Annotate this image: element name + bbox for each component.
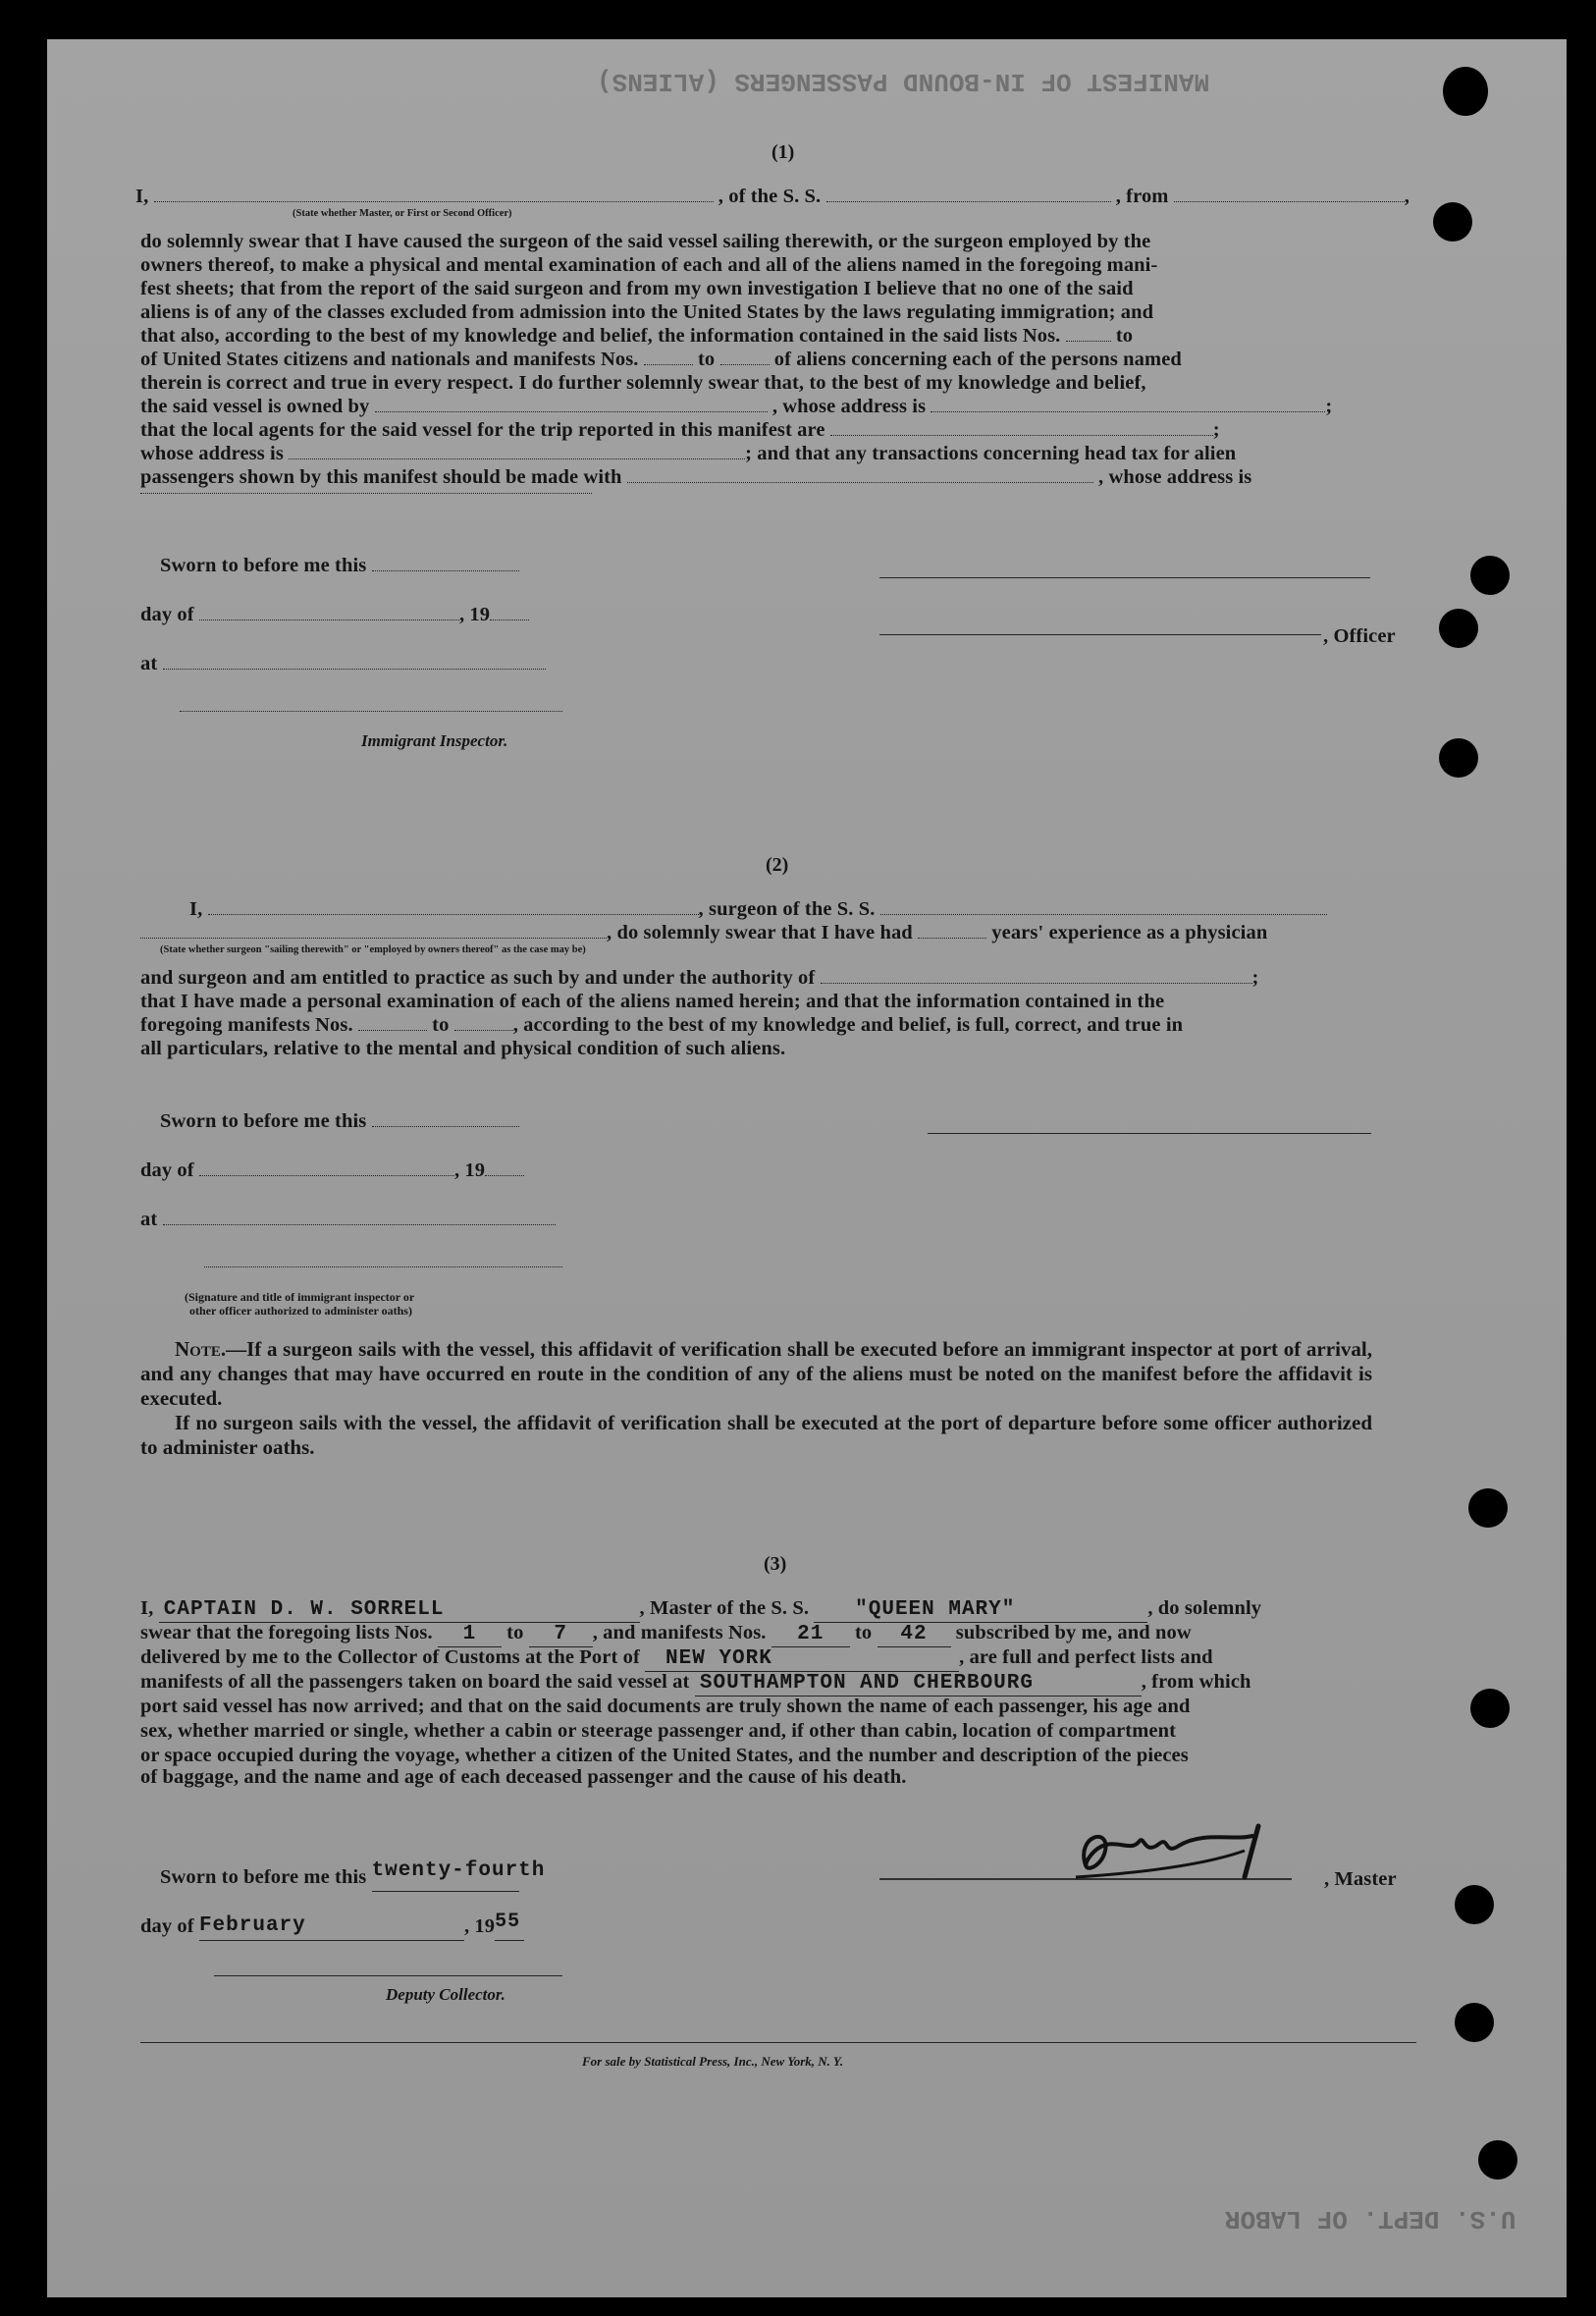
s1-semicolon-2: ; bbox=[1212, 419, 1220, 441]
s3-ship-field bbox=[814, 1596, 1147, 1623]
s3-master-of: , Master of the S. S. bbox=[639, 1597, 810, 1619]
s1-sworn-label: Sworn to before me this bbox=[160, 555, 367, 576]
s2-man-from-blank bbox=[358, 1013, 427, 1031]
s1-owner-address-blank bbox=[931, 395, 1325, 412]
s3-do-solemnly: , do solemnly bbox=[1147, 1597, 1262, 1619]
s3-collector-label: Deputy Collector. bbox=[386, 1985, 505, 2004]
s1-agents-text: that the local agents for the said vessel for the trip reported in this manifest are bbox=[140, 419, 825, 441]
note-text-1: —If a surgeon sails with the vessel, this affidavit of verification shall be executed before an immigrant inspector at port of arrival, and any changes that may have occurred en route in the condition of any of the aliens must be noted on the manifest before the affidavit is executed. bbox=[140, 1337, 1372, 1410]
note-paragraph-1 bbox=[140, 1337, 1372, 1411]
s3-port: NEW YORK bbox=[665, 1647, 772, 1670]
s2-manifests-nos: foregoing manifests Nos. bbox=[140, 1014, 353, 1036]
s1-list-from-blank bbox=[1066, 324, 1111, 342]
s2-authority-text: and surgeon and am entitled to practice as such by and under the authority of bbox=[140, 967, 816, 989]
s3-ship-value: "QUEEN MARY" bbox=[855, 1598, 1016, 1621]
s3-to-1: to bbox=[506, 1622, 524, 1643]
s2-semicolon: ; bbox=[1251, 967, 1259, 989]
s1-master-blank bbox=[154, 185, 714, 202]
s3-i-label: I, bbox=[140, 1597, 154, 1619]
s2-sig-caption-2: other officer authorized to administer oaths) bbox=[189, 1304, 412, 1318]
s1-para-2: owners thereof, to make a physical and mental examination of each and all of the aliens named in the foregoing mani- bbox=[140, 254, 1158, 276]
s2-swear: , do solemnly swear that I have had bbox=[607, 922, 913, 943]
s2-at bbox=[140, 1208, 556, 1231]
s1-year-label: , 19 bbox=[458, 604, 491, 625]
s1-semicolon-1: ; bbox=[1325, 396, 1333, 417]
s1-i-label: I, bbox=[135, 186, 149, 207]
footer-rule bbox=[140, 2042, 1416, 2043]
s2-sig-caption-1: (Signature and title of immigrant inspector or bbox=[185, 1290, 415, 1304]
s1-at bbox=[140, 652, 546, 675]
s1-address-continuation bbox=[140, 493, 592, 494]
s3-list-to: 7 bbox=[554, 1623, 567, 1645]
s3-taken-on-board: manifests of all the passengers taken on board the said vessel at bbox=[140, 1671, 690, 1693]
bleed-through-bottom: U.S. DEPT. OF LABOR bbox=[1225, 2204, 1516, 2234]
s3-line-3 bbox=[140, 1645, 1213, 1672]
s3-lists-text: swear that the foregoing lists Nos. bbox=[140, 1622, 433, 1643]
s3-manifests-text: , and manifests Nos. bbox=[592, 1622, 767, 1643]
note-label: Note. bbox=[175, 1337, 227, 1361]
s3-man-to: 42 bbox=[900, 1623, 928, 1645]
s2-authority-blank bbox=[821, 966, 1252, 984]
s3-port-field bbox=[645, 1645, 959, 1672]
binder-hole-5 bbox=[1439, 738, 1478, 778]
s1-para-7: therein is correct and true in every respect. I do further solemnly swear that, to the best of my knowledge and belief, bbox=[140, 372, 1146, 394]
s3-from-which: , from which bbox=[1141, 1671, 1251, 1693]
s1-inspector-line bbox=[180, 711, 562, 712]
s2-surgeon-of: , surgeon of the S. S. bbox=[698, 898, 876, 920]
s1-day-label: day of bbox=[140, 604, 194, 625]
s1-from-label: , from bbox=[1115, 186, 1169, 207]
s1-head-tax: ; and that any transactions concerning head tax for alien bbox=[745, 443, 1237, 464]
binder-hole-6 bbox=[1468, 1488, 1508, 1528]
s2-line-2 bbox=[140, 921, 1267, 944]
s1-owned-by: the said vessel is owned by bbox=[140, 396, 370, 417]
s2-year-blank bbox=[485, 1158, 524, 1176]
s1-para-10 bbox=[140, 442, 1236, 465]
s3-sworn-day: twenty-fourth bbox=[371, 1859, 546, 1882]
binder-hole-4 bbox=[1439, 609, 1478, 648]
s1-citizens-text: of United States citizens and nationals and manifests Nos. bbox=[140, 349, 639, 370]
s3-line-8: of baggage, and the name and age of each deceased passenger and the cause of his death. bbox=[140, 1766, 907, 1788]
s1-para-4: aliens is of any of the classes excluded from admission into the United States by the laws regulating immigration; and bbox=[140, 301, 1154, 323]
binder-hole-2 bbox=[1433, 202, 1472, 242]
s1-man-to-blank bbox=[720, 348, 770, 365]
s1-to-word: to bbox=[1115, 325, 1134, 347]
s1-officer-label: , Officer bbox=[1323, 625, 1396, 647]
s2-at-label: at bbox=[140, 1209, 158, 1230]
binder-hole-3 bbox=[1470, 556, 1510, 595]
binder-hole-8 bbox=[1455, 1885, 1494, 1924]
s2-at-blank bbox=[163, 1208, 556, 1225]
s1-para-5 bbox=[140, 324, 1133, 348]
s1-para-1: do solemnly swear that I have caused the surgeon of the said vessel sailing therewith, or the surgeon employed by the bbox=[140, 231, 1151, 252]
s3-to-2: to bbox=[855, 1622, 873, 1643]
s2-line-5 bbox=[140, 1013, 1183, 1037]
s1-to-word-2: to bbox=[698, 349, 716, 370]
s2-day-label: day of bbox=[140, 1159, 194, 1181]
s3-man-to-field bbox=[878, 1621, 951, 1647]
s2-sworn bbox=[160, 1109, 519, 1133]
s2-inspector-line bbox=[204, 1266, 562, 1267]
document-page bbox=[47, 39, 1567, 2297]
s1-owner-blank bbox=[375, 395, 768, 412]
s2-line-4: that I have made a personal examination of each of the aliens named herein; and that the information contained in the bbox=[140, 991, 1165, 1012]
s3-list-from-field bbox=[438, 1621, 502, 1647]
s3-line-7: or space occupied during the voyage, whether a citizen of the United States, and the number and description of the pieces bbox=[140, 1745, 1189, 1766]
section-1-number: (1) bbox=[771, 141, 795, 163]
s1-day bbox=[140, 603, 529, 626]
s3-captain-field bbox=[159, 1596, 640, 1623]
s1-whose-address-2: whose address is bbox=[140, 443, 284, 464]
s3-man-from: 21 bbox=[797, 1623, 825, 1645]
s1-day-blank bbox=[199, 603, 459, 620]
s1-para-11 bbox=[140, 465, 1251, 489]
s3-sworn bbox=[160, 1859, 546, 1892]
s1-sworn-blank bbox=[372, 554, 519, 571]
s1-inspector-label: Immigrant Inspector. bbox=[361, 731, 508, 750]
s3-master-label: , Master bbox=[1324, 1868, 1397, 1890]
s3-year: 55 bbox=[495, 1911, 521, 1933]
s3-full-perfect: , are full and perfect lists and bbox=[959, 1646, 1213, 1668]
s2-sworn-label: Sworn to before me this bbox=[160, 1110, 367, 1132]
s3-year-field bbox=[495, 1911, 524, 1941]
s1-lists-text: that also, according to the best of my knowledge and belief, the information contained in the said lists Nos. bbox=[140, 325, 1061, 347]
binder-hole-1 bbox=[1443, 67, 1488, 116]
s1-whose-address: , whose address is bbox=[771, 396, 927, 417]
s3-line-4 bbox=[140, 1670, 1251, 1697]
s2-state-blank bbox=[140, 921, 607, 939]
s2-according: , according to the best of my knowledge and belief, is full, correct, and true in bbox=[512, 1014, 1184, 1036]
s1-ship-blank bbox=[826, 185, 1111, 202]
s2-years: years' experience as a physician bbox=[991, 922, 1268, 943]
s1-para-3: fest sheets; that from the report of the said surgeon and from my own investigation I believe that no one of the said bbox=[140, 278, 1134, 299]
s3-collector-line bbox=[214, 1975, 562, 1976]
section-2-number: (2) bbox=[766, 854, 789, 876]
s1-tax-agent-blank bbox=[627, 465, 1093, 483]
s1-agent-address-blank bbox=[289, 442, 745, 459]
s1-of-aliens: of aliens concerning each of the persons named bbox=[773, 349, 1182, 370]
s1-para-6 bbox=[140, 348, 1182, 371]
s1-whose-address-3: , whose address is bbox=[1098, 466, 1252, 488]
s1-of-the-ss: , of the S. S. bbox=[718, 186, 822, 207]
s2-sworn-blank bbox=[372, 1109, 519, 1127]
s3-captain-value: CAPTAIN D. W. SORRELL bbox=[163, 1598, 445, 1621]
binder-hole-7 bbox=[1470, 1689, 1510, 1728]
s1-from-blank bbox=[1174, 185, 1405, 202]
s3-year-prefix: , 19 bbox=[463, 1915, 496, 1937]
s3-list-to-field bbox=[529, 1621, 593, 1647]
s3-month-field bbox=[199, 1914, 464, 1941]
s3-departure: SOUTHAMPTON AND CHERBOURG bbox=[699, 1672, 1034, 1695]
s2-sub-state: (State whether surgeon "sailing therewith" or "employed by owners thereof" as the case may be) bbox=[160, 944, 586, 955]
s2-to: to bbox=[432, 1014, 450, 1036]
s1-sworn bbox=[160, 554, 519, 577]
s2-line-6: all particulars, relative to the mental and physical condition of such aliens. bbox=[140, 1038, 786, 1059]
s2-i-label: I, bbox=[189, 898, 203, 920]
s2-man-to-blank bbox=[454, 1013, 513, 1031]
s2-line-3 bbox=[140, 966, 1258, 990]
s3-list-from: 1 bbox=[462, 1623, 477, 1645]
s3-sworn-label: Sworn to before me this bbox=[160, 1866, 367, 1888]
s1-at-label: at bbox=[140, 653, 158, 674]
binder-hole-9 bbox=[1455, 2003, 1494, 2042]
binder-hole-10 bbox=[1478, 2140, 1517, 2180]
s1-year-blank bbox=[490, 603, 529, 620]
s2-sig-line bbox=[928, 1133, 1371, 1134]
s3-month: February bbox=[198, 1914, 306, 1937]
s3-collector-text: delivered by me to the Collector of Customs at the Port of bbox=[140, 1646, 640, 1668]
s2-day bbox=[140, 1158, 524, 1182]
s1-sub-master: (State whether Master, or First or Second Officer) bbox=[293, 208, 512, 219]
s2-ship-blank bbox=[880, 897, 1327, 915]
s3-sworn-field bbox=[371, 1859, 546, 1892]
s3-line-5: port said vessel has now arrived; and that on the said documents are truly shown the name of each passenger, his age and bbox=[140, 1696, 1191, 1717]
s3-departure-field bbox=[695, 1670, 1142, 1697]
s3-subscribed: subscribed by me, and now bbox=[955, 1622, 1192, 1643]
s2-year-label: , 19 bbox=[453, 1159, 486, 1181]
s1-officer-sig-line bbox=[879, 577, 1370, 578]
section-3-number: (3) bbox=[764, 1553, 787, 1575]
s1-para-8 bbox=[140, 395, 1332, 418]
s3-line-2 bbox=[140, 1621, 1192, 1647]
printer-credit: For sale by Statistical Press, Inc., New York, N. Y. bbox=[582, 2054, 844, 2069]
s1-officer-line bbox=[879, 634, 1321, 635]
s1-at-blank bbox=[163, 652, 546, 670]
s3-line-1 bbox=[140, 1596, 1261, 1623]
master-signature bbox=[879, 1797, 1292, 1905]
s2-years-blank bbox=[918, 921, 986, 939]
s1-man-from-blank bbox=[644, 348, 693, 365]
s3-day-label: day of bbox=[140, 1915, 194, 1937]
s2-surgeon-name-blank bbox=[208, 897, 699, 915]
s3-line-6: sex, whether married or single, whether a cabin or steerage passenger and, if other than cabin, location of compartment bbox=[140, 1720, 1177, 1742]
s1-passengers-text: passengers shown by this manifest should be made with bbox=[140, 466, 622, 488]
note-paragraph-2: If no surgeon sails with the vessel, the affidavit of verification shall be executed at the port of departure before some officer authorized to administer oaths. bbox=[140, 1411, 1372, 1459]
s1-agents-blank bbox=[830, 418, 1213, 436]
s3-man-from-field bbox=[771, 1621, 850, 1647]
s1-para-9 bbox=[140, 418, 1220, 442]
bleed-through-title: MANIFEST OF IN-BOUND PASSENGERS (ALIENS) bbox=[597, 67, 1210, 96]
s3-day bbox=[140, 1911, 524, 1941]
s2-line-1 bbox=[189, 897, 1327, 921]
s2-day-blank bbox=[199, 1158, 454, 1176]
s1-line-master: I, , of the S. S. , from , bbox=[135, 186, 1410, 207]
